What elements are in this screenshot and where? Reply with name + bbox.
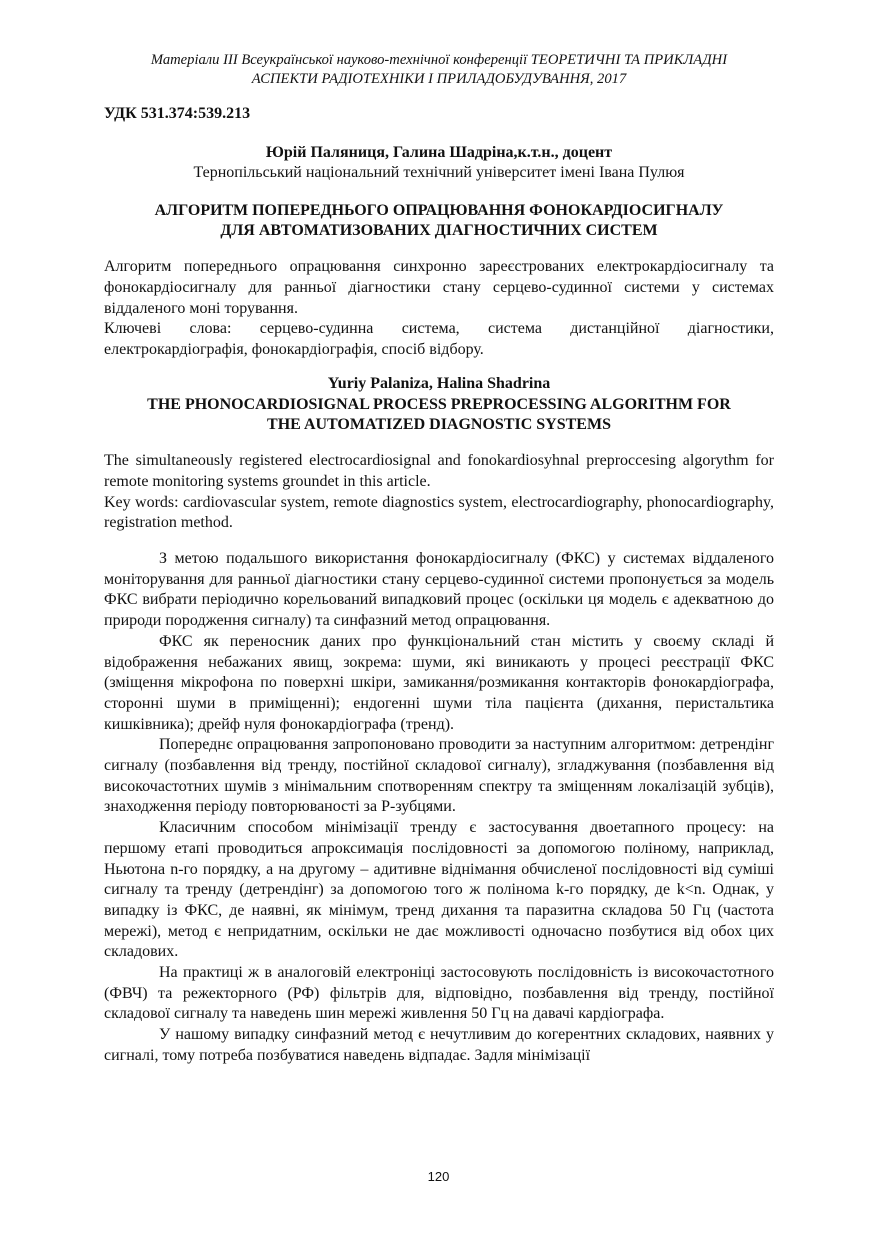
page-number: 120 bbox=[427, 1169, 450, 1184]
running-header-line-1: Матеріали ІІІ Всеукраїнської науково-технічної конференції ТЕОРЕТИЧНІ ТА ПРИКЛАДНІ bbox=[150, 52, 728, 68]
title-en bbox=[104, 395, 774, 435]
body-paragraph: Класичним способом мінімізації тренду є застосування двоетапного процесу: на першому етапі проводиться апроксимація послідовності за допомогою поліному, наприклад, Ньютона n-го порядку, а на другому – адитивне віднімання обчисленої послідовності від суміші сигналу та тренду (детрендінг) за допомогою того ж полінома k-го порядку, де k<n. Однак, у випадку із ФКС, де наявні, як мінімум, тренд дихання та паразитна складова 50 Гц (частота мережі), метод є непридатним, оскільки не дає можливості одночасно позбутися від обох цих складових. bbox=[104, 819, 774, 961]
abstract-en: The simultaneously registered electrocardiosignal and fonokardiosyhnal preproccesing algorythm for remote monitoring systems groundet in this article. bbox=[104, 452, 774, 490]
title-en-line-1: THE PHONOCARDIOSIGNAL PROCESS PREPROCESSING ALGORITHM FOR bbox=[147, 396, 731, 413]
title-en-line-2: THE AUTOMATIZED DIAGNOSTIC SYSTEMS bbox=[267, 416, 611, 433]
body-paragraph: Попереднє опрацювання запропоновано проводити за наступним алгоритмом: детрендінг сигналу (позбавлення від тренду, постійної складової сигналу), згладжування (позбавлення від високочастотних шумів з мінімальним спотворенням спектру та зміщенням локалізацій зубців), знаходження періоду повторюваності за Р-зубцями. bbox=[104, 736, 774, 816]
body-paragraph: На практиці ж в аналоговій електроніці застосовують послідовність із високочастотного (ФВЧ) та режекторного (РФ) фільтрів для, відповідно, позбавлення від тренду, постійної складової сигналу та наведень шин мережі живлення 50 Гц на давачі кардіографа. bbox=[104, 964, 774, 1023]
keywords-en: Key words: cardiovascular system, remote diagnostics system, electrocardiography, phonocardiography, registration method. bbox=[104, 493, 774, 532]
title-uk-line-1: АЛГОРИТМ ПОПЕРЕДНЬОГО ОПРАЦЮВАННЯ ФОНОКАРДІОСИГНАЛУ bbox=[154, 202, 724, 219]
body-paragraph: У нашому випадку синфазний метод є нечутливим до когерентних складових, наявних у сигналі, тому потреба позбуватися наведень відпадає. Задля мінімізації bbox=[104, 1026, 774, 1064]
body-paragraph: З метою подальшого використання фонокардіосигналу (ФКС) у системах віддаленого моніторування для ранньої діагностики стану серцево-судинної системи пропонується за модель ФКС вибрати періодично корельований випадковий процес (оскільки ця модель є адекватною до природи породження сигналу) та синфазний метод опрацювання. bbox=[104, 550, 774, 630]
running-header bbox=[104, 51, 774, 89]
udc-code: УДК 531.374:539.213 bbox=[104, 105, 251, 122]
affiliation: Тернопільський національний технічний університет імені Івана Пулюя bbox=[193, 164, 685, 181]
abstract-en-block bbox=[104, 451, 774, 534]
abstract-uk-block bbox=[104, 257, 774, 361]
authors-uk: Юрій Паляниця, Галина Шадріна,к.т.н., доцент bbox=[265, 144, 613, 161]
body-text bbox=[104, 549, 774, 1067]
running-header-line-2: АСПЕКТИ РАДІОТЕХНІКИ І ПРИЛАДОБУДУВАННЯ, 2017 bbox=[251, 71, 627, 87]
abstract-uk: Алгоритм попереднього опрацювання синхронно зареєстрованих електрокардіосигналу та фонокардіосигналу для ранньої діагностики стану серцево-судинної системи у системах віддаленого моні торування. bbox=[104, 258, 774, 317]
title-uk-line-2: ДЛЯ АВТОМАТИЗОВАНИХ ДІАГНОСТИЧНИХ СИСТЕМ bbox=[220, 222, 658, 239]
authors-en: Yuriy Palaniza, Halina Shadrina bbox=[327, 375, 551, 392]
keywords-uk: Ключеві слова: серцево-судинна система, система дистанційної діагностики, електрокардіографія, фонокардіографія, спосіб відбору. bbox=[104, 320, 774, 359]
title-uk bbox=[104, 201, 774, 241]
body-paragraph: ФКС як переносник даних про функціональний стан містить у своєму складі й відображення небажаних явищ, зокрема: шуми, які виникають у процесі реєстрації ФКС (зміщення мікрофона по поверхні шкіри, замикання/розмикання контакторів фонокардіографа, сторонні шуми в приміщенні); ендогенні шуми тіла пацієнта (дихання, перистальтика кишківника); дрейф нуля фонокардіографа (тренд). bbox=[104, 632, 774, 733]
